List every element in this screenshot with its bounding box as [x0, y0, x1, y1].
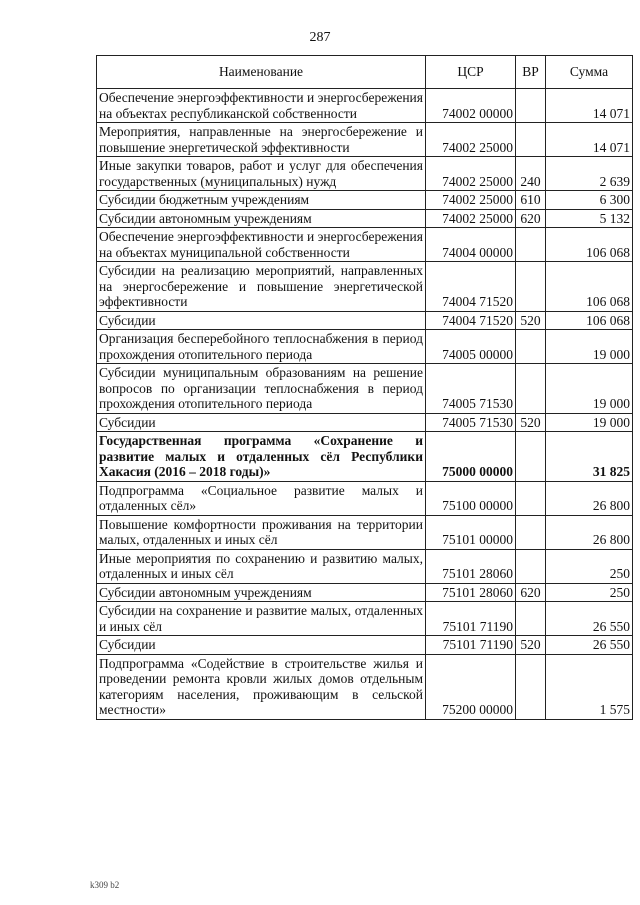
row-csr: 75200 00000	[426, 654, 516, 719]
row-name: Мероприятия, направленные на энергосбережение и повышение энергетической эффективности	[97, 123, 426, 157]
row-sum: 106 068	[546, 228, 633, 262]
row-sum: 6 300	[546, 191, 633, 210]
row-sum: 19 000	[546, 330, 633, 364]
footer-code: k309 b2	[90, 880, 120, 890]
row-vr	[516, 228, 546, 262]
row-csr: 74002 25000	[426, 157, 516, 191]
row-csr: 74002 25000	[426, 123, 516, 157]
row-sum: 1 575	[546, 654, 633, 719]
row-name: Иные мероприятия по сохранению и развитию малых, отдаленных и иных сёл	[97, 549, 426, 583]
row-name: Субсидии	[97, 311, 426, 330]
table-row	[97, 413, 633, 432]
row-name: Субсидии муниципальным образованиям на решение вопросов по организации теплоснабжения в период прохождения отопительного периода	[97, 364, 426, 414]
row-vr: 620	[516, 209, 546, 228]
row-csr: 74005 71530	[426, 364, 516, 414]
table-row	[97, 330, 633, 364]
table-row	[97, 583, 633, 602]
row-vr	[516, 602, 546, 636]
page-number: 287	[309, 30, 331, 45]
row-name: Повышение комфортности проживания на территории малых, отдаленных и иных сёл	[97, 515, 426, 549]
row-vr	[516, 481, 546, 515]
row-sum: 250	[546, 549, 633, 583]
row-vr: 620	[516, 583, 546, 602]
row-csr: 74005 71530	[426, 413, 516, 432]
row-vr: 240	[516, 157, 546, 191]
header-vr: ВР	[516, 56, 546, 89]
table-row	[97, 364, 633, 414]
header-name: Наименование	[97, 56, 426, 89]
row-vr	[516, 262, 546, 312]
row-csr: 74002 25000	[426, 191, 516, 210]
row-vr	[516, 654, 546, 719]
row-name: Субсидии на реализацию мероприятий, направленных на энергосбережение и повышение энергетической эффективности	[97, 262, 426, 312]
row-sum: 26 800	[546, 515, 633, 549]
row-sum: 14 071	[546, 89, 633, 123]
row-vr: 520	[516, 636, 546, 655]
row-sum: 14 071	[546, 123, 633, 157]
row-csr: 74004 00000	[426, 228, 516, 262]
table-row	[97, 432, 633, 482]
row-sum: 26 800	[546, 481, 633, 515]
row-name: Государственная программа «Сохранение и развитие малых и отдаленных сёл Республики Хакасия (2016 – 2018 годы)»	[97, 432, 426, 482]
row-csr: 75101 28060	[426, 549, 516, 583]
row-name: Обеспечение энергоэффективности и энергосбережения на объектах муниципальной собственности	[97, 228, 426, 262]
row-sum: 31 825	[546, 432, 633, 482]
table-row	[97, 191, 633, 210]
row-sum: 250	[546, 583, 633, 602]
row-csr: 74004 71520	[426, 311, 516, 330]
row-name: Субсидии на сохранение и развитие малых, отдаленных и иных сёл	[97, 602, 426, 636]
row-csr: 75101 71190	[426, 636, 516, 655]
row-name: Обеспечение энергоэффективности и энергосбережения на объектах республиканской собственности	[97, 89, 426, 123]
row-sum: 2 639	[546, 157, 633, 191]
header-csr: ЦСР	[426, 56, 516, 89]
table-row	[97, 262, 633, 312]
table-row	[97, 481, 633, 515]
row-sum: 26 550	[546, 602, 633, 636]
table-row	[97, 228, 633, 262]
row-sum: 106 068	[546, 262, 633, 312]
row-vr: 610	[516, 191, 546, 210]
table-body	[97, 89, 633, 720]
row-csr: 74002 25000	[426, 209, 516, 228]
row-vr: 520	[516, 413, 546, 432]
row-name: Подпрограмма «Содействие в строительстве жилья и проведении ремонта кровли жилых домов отдельным категориям населения, проживающим в сельской местности»	[97, 654, 426, 719]
row-name: Подпрограмма «Социальное развитие малых и отдаленных сёл»	[97, 481, 426, 515]
table-row	[97, 549, 633, 583]
table-row	[97, 602, 633, 636]
table-row	[97, 209, 633, 228]
row-sum: 26 550	[546, 636, 633, 655]
table-header-row	[97, 56, 633, 89]
table-row	[97, 89, 633, 123]
budget-table	[96, 55, 633, 720]
row-sum: 5 132	[546, 209, 633, 228]
row-csr: 75000 00000	[426, 432, 516, 482]
row-name: Субсидии автономным учреждениям	[97, 583, 426, 602]
table-row	[97, 157, 633, 191]
row-name: Организация бесперебойного теплоснабжения в период прохождения отопительного периода	[97, 330, 426, 364]
table-row	[97, 636, 633, 655]
table-row	[97, 515, 633, 549]
table-row	[97, 123, 633, 157]
row-name: Субсидии	[97, 636, 426, 655]
row-vr	[516, 364, 546, 414]
table-row	[97, 311, 633, 330]
table-row	[97, 654, 633, 719]
row-vr	[516, 549, 546, 583]
row-vr	[516, 432, 546, 482]
row-sum: 106 068	[546, 311, 633, 330]
row-sum: 19 000	[546, 413, 633, 432]
row-csr: 74005 00000	[426, 330, 516, 364]
row-csr: 75101 28060	[426, 583, 516, 602]
row-vr	[516, 89, 546, 123]
row-name: Субсидии бюджетным учреждениям	[97, 191, 426, 210]
row-csr: 74004 71520	[426, 262, 516, 312]
row-sum: 19 000	[546, 364, 633, 414]
row-csr: 75101 71190	[426, 602, 516, 636]
row-vr	[516, 330, 546, 364]
row-csr: 75101 00000	[426, 515, 516, 549]
header-sum: Сумма	[546, 56, 633, 89]
row-name: Субсидии автономным учреждениям	[97, 209, 426, 228]
row-vr	[516, 123, 546, 157]
row-vr: 520	[516, 311, 546, 330]
row-vr	[516, 515, 546, 549]
row-csr: 75100 00000	[426, 481, 516, 515]
row-csr: 74002 00000	[426, 89, 516, 123]
row-name: Иные закупки товаров, работ и услуг для обеспечения государственных (муниципальных) нужд	[97, 157, 426, 191]
row-name: Субсидии	[97, 413, 426, 432]
